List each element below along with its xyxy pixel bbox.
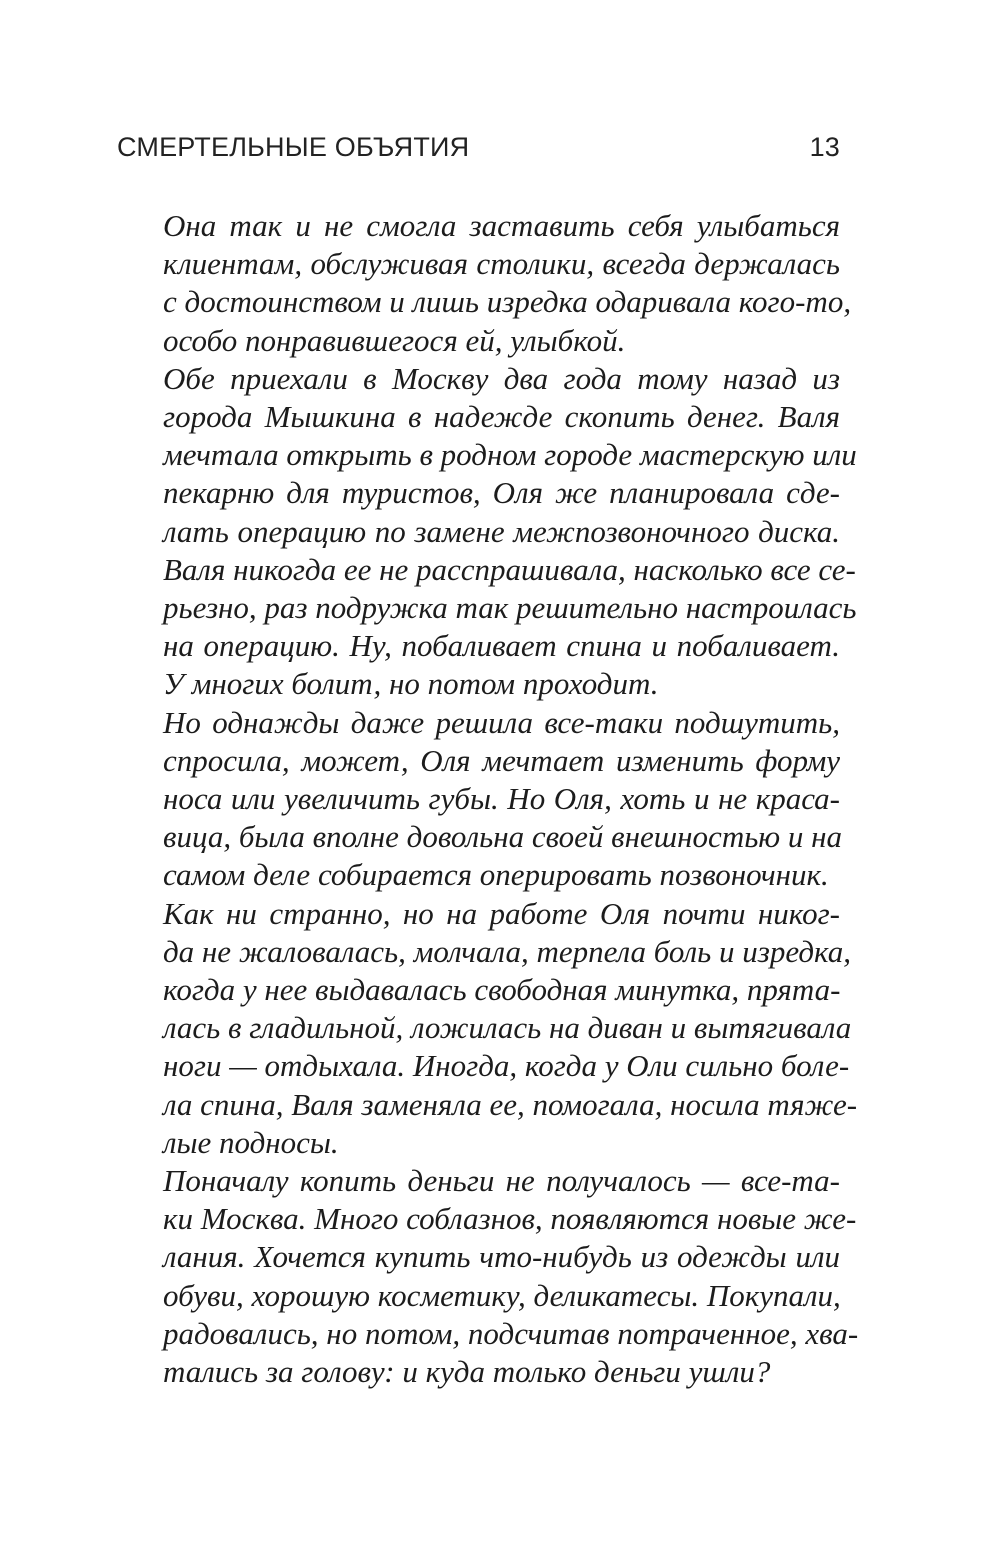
text-line: мечтала открыть в родном городе мастерскую или xyxy=(163,437,857,473)
text-line: тались за голову: и куда только деньги ушли? xyxy=(163,1354,771,1390)
paragraph xyxy=(117,1162,859,1391)
text-line: лать операцию по замене межпозвоночного диска. xyxy=(163,513,840,549)
text-line: У многих болит, но потом проходит. xyxy=(163,666,659,702)
text-line: лания. Хочется купить что-нибудь из одежды или xyxy=(163,1239,840,1275)
text-line: радовались, но потом, подсчитав потраченное, хва- xyxy=(163,1315,859,1351)
text-line: особо понравившегося ей, улыбкой. xyxy=(163,322,626,358)
text-line: вица, была вполне довольна своей внешностью и на xyxy=(163,819,843,855)
text-line: рьезно, раз подружка так решительно настроилась xyxy=(163,590,857,626)
text-line: Поначалу копить деньги не получалось — все-та- xyxy=(163,1163,840,1199)
text-line: Она так и не смогла заставить себя улыбаться xyxy=(163,208,840,243)
text-line: пекарню для туристов, Оля же планировала сде- xyxy=(163,475,840,511)
book-page xyxy=(117,0,859,1562)
text-line: когда у нее выдавалась свободная минутка, прята- xyxy=(163,972,841,1008)
running-header xyxy=(117,132,840,172)
text-line: носа или увеличить губы. Но Оля, хоть и не краса- xyxy=(163,781,840,817)
text-line: ноги — отдыхала. Иногда, когда у Оли сильно боле- xyxy=(163,1048,850,1084)
book-title: СМЕРТЕЛЬНЫЕ ОБЪЯТИЯ xyxy=(117,132,470,162)
text-line: Обе приехали в Москву два года тому назад из xyxy=(163,360,840,396)
paragraph xyxy=(117,895,858,1162)
text-line: Как ни странно, но на работе Оля почти никог- xyxy=(163,895,840,931)
text-line: лые подносы. xyxy=(163,1124,339,1160)
text-line: да не жаловалась, молчала, терпела боль и изредка, xyxy=(163,933,852,969)
text-line: ки Москва. Много соблазнов, появляются новые же- xyxy=(163,1201,857,1237)
text-line: ла спина, Валя заменяла ее, помогала, носила тяже- xyxy=(163,1086,858,1122)
text-line: Валя никогда ее не расспрашивала, насколько все се- xyxy=(163,551,856,587)
paragraph xyxy=(117,207,852,360)
text-line: лась в гладильной, ложилась на диван и вытягивала xyxy=(163,1010,852,1046)
text-line: самом деле собирается оперировать позвоночник. xyxy=(163,857,829,893)
text-line: на операцию. Ну, побаливает спина и побаливает. xyxy=(163,628,840,664)
text-line: обуви, хорошую косметику, деликатесы. Покупали, xyxy=(163,1277,841,1313)
paragraph xyxy=(117,360,857,704)
text-line: с достоинством и лишь изредка одаривала кого-то, xyxy=(163,284,852,320)
body-text xyxy=(117,207,859,1391)
paragraph xyxy=(117,704,843,895)
text-line: города Мышкина в надежде скопить денег. Валя xyxy=(163,399,840,435)
text-line: клиентам, обслуживая столики, всегда держалась xyxy=(163,246,840,282)
text-line: Но однажды даже решила все-таки подшутить, xyxy=(163,704,840,740)
page-number: 13 xyxy=(809,132,840,162)
text-line: спросила, может, Оля мечтает изменить форму xyxy=(163,742,840,778)
